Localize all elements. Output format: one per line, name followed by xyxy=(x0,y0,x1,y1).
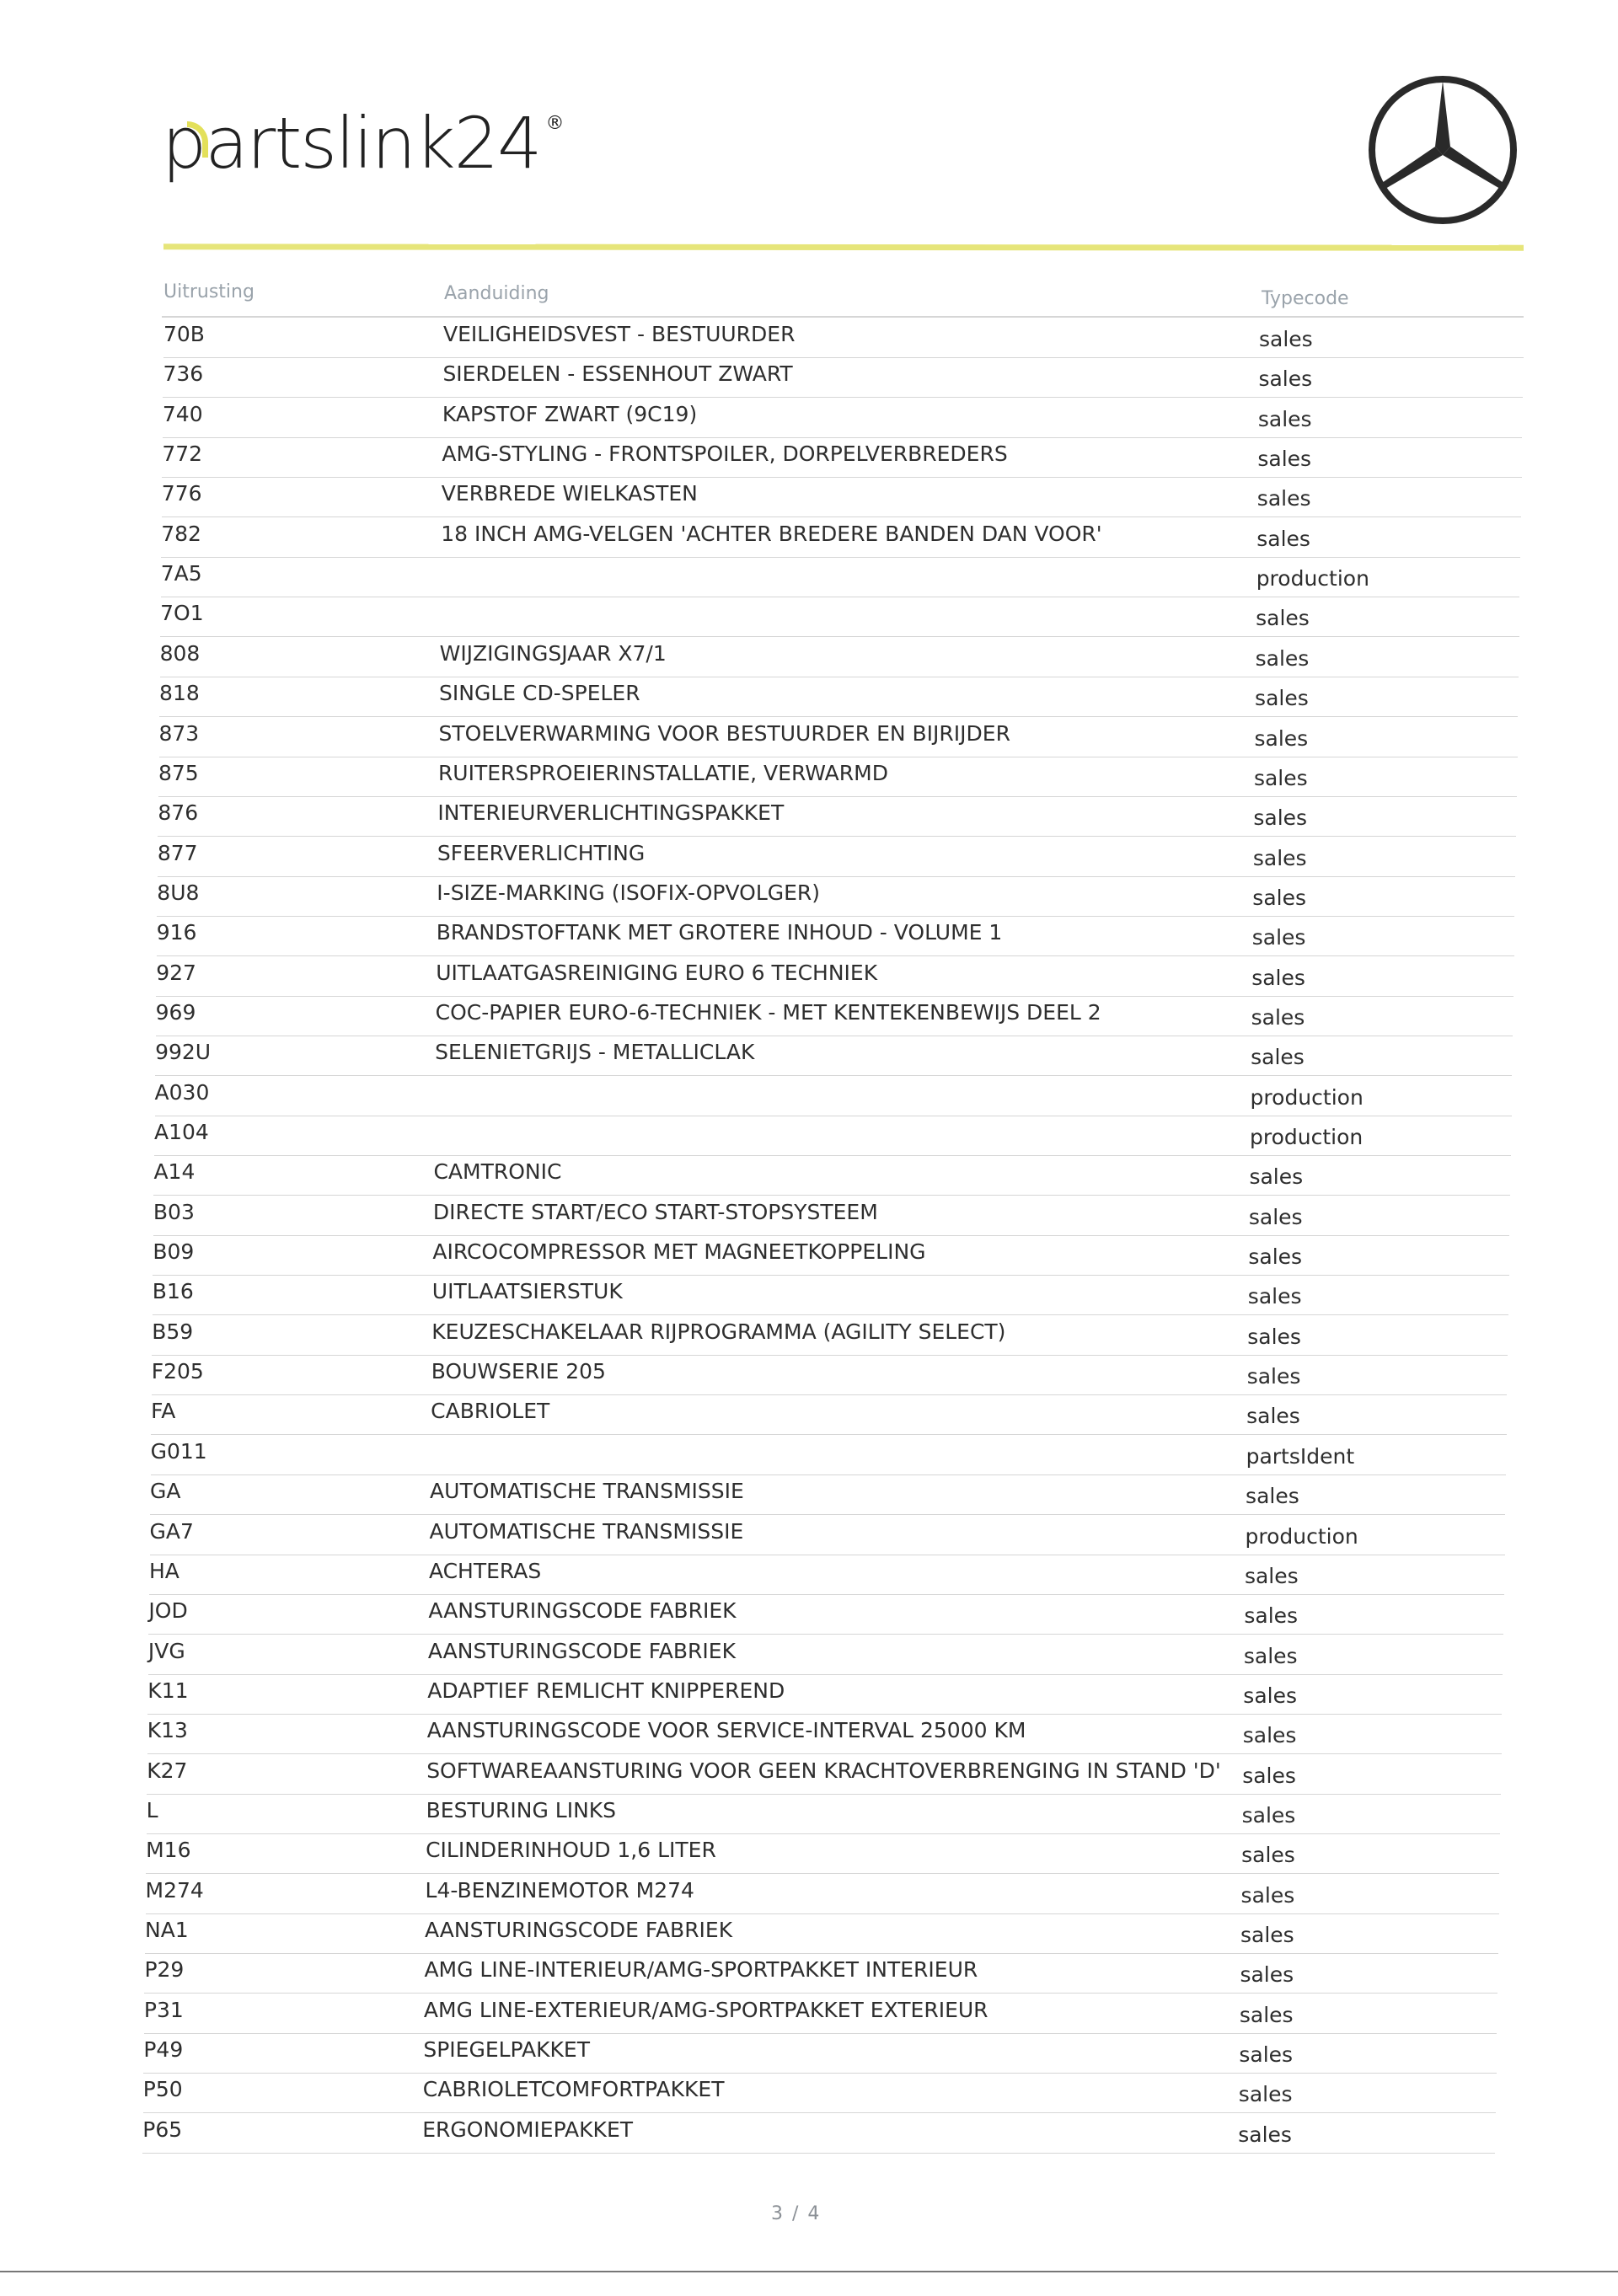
table-row xyxy=(157,877,1514,917)
equipment-description: 18 INCH AMG-VELGEN 'ACHTER BREDERE BANDEN DAN VOOR' xyxy=(441,521,1102,546)
equipment-code: 772 xyxy=(162,442,203,467)
typecode-value: sales xyxy=(1255,686,1309,711)
equipment-description: AUTOMATISCHE TRANSMISSIE xyxy=(429,1518,744,1544)
table-row xyxy=(158,757,1517,797)
typecode-value: sales xyxy=(1242,1723,1297,1748)
equipment-description: SINGLE CD-SPELER xyxy=(439,681,640,706)
table-row xyxy=(153,1156,1510,1196)
equipment-code: M16 xyxy=(146,1838,191,1863)
table-row xyxy=(143,2034,1496,2074)
equipment-description: AMG LINE-EXTERIEUR/AMG-SPORTPAKKET EXTERIEUR xyxy=(423,1997,988,2022)
equipment-code: JVG xyxy=(147,1638,185,1663)
typecode-value: sales xyxy=(1246,1404,1300,1429)
table-row xyxy=(147,1715,1502,1754)
equipment-description: ADAPTIEF REMLICHT KNIPPEREND xyxy=(427,1678,785,1703)
equipment-code: 8U8 xyxy=(157,880,200,905)
equipment-code: 7O1 xyxy=(160,601,204,626)
equipment-description: SFEERVERLICHTING xyxy=(437,840,646,865)
typecode-value: sales xyxy=(1243,1643,1298,1668)
typecode-value: sales xyxy=(1256,486,1311,511)
table-row xyxy=(162,478,1521,517)
table-row xyxy=(163,318,1524,358)
typecode-value: sales xyxy=(1255,645,1310,671)
typecode-value: sales xyxy=(1239,2002,1294,2027)
typecode-value: sales xyxy=(1253,805,1308,831)
equipment-code: HA xyxy=(148,1558,179,1583)
typecode-value: sales xyxy=(1251,1004,1305,1030)
table-row xyxy=(161,518,1520,558)
header-accent-rule xyxy=(163,244,1524,250)
page-bottom-rule xyxy=(0,2271,1618,2272)
table-row xyxy=(154,1116,1511,1156)
equipment-description: SOFTWAREAANSTURING VOOR GEEN KRACHTOVERBRENGING IN STAND 'D' xyxy=(426,1758,1221,1783)
page-indicator: 3 / 4 xyxy=(771,2203,822,2224)
typecode-value: sales xyxy=(1248,1204,1303,1229)
typecode-value: sales xyxy=(1256,526,1310,551)
column-header-uitrusting: Uitrusting xyxy=(163,281,254,302)
typecode-value: sales xyxy=(1239,2042,1294,2068)
typecode-value: sales xyxy=(1247,1324,1301,1349)
typecode-value: sales xyxy=(1257,406,1312,431)
equipment-description: SIERDELEN - ESSENHOUT ZWART xyxy=(442,361,793,387)
equipment-description: SPIEGELPAKKET xyxy=(423,2037,590,2063)
equipment-description: AMG LINE-INTERIEUR/AMG-SPORTPAKKET INTERIEUR xyxy=(424,1957,978,1983)
table-row xyxy=(146,1875,1499,1914)
equipment-code: 876 xyxy=(158,800,199,826)
table-row xyxy=(148,1595,1503,1635)
table-row xyxy=(151,1436,1506,1475)
typecode-value: sales xyxy=(1242,1763,1296,1788)
equipment-description: AANSTURINGSCODE FABRIEK xyxy=(428,1598,737,1624)
table-row xyxy=(159,677,1518,717)
equipment-description: SELENIETGRIJS - METALLICLAK xyxy=(435,1040,755,1065)
equipment-description: CAMTRONIC xyxy=(433,1159,562,1185)
typecode-value: production xyxy=(1256,566,1369,591)
equipment-description: UITLAATGASREINIGING EURO 6 TECHNIEK xyxy=(436,960,878,985)
typecode-value: sales xyxy=(1244,1563,1299,1588)
equipment-description: UITLAATSIERSTUK xyxy=(431,1279,623,1304)
equipment-code: K27 xyxy=(147,1758,188,1783)
equipment-code: P29 xyxy=(144,1957,185,1983)
equipment-code: 818 xyxy=(159,681,200,706)
equipment-description: VEILIGHEIDSVEST - BESTUURDER xyxy=(443,322,796,346)
typecode-value: sales xyxy=(1252,845,1307,870)
typecode-value: sales xyxy=(1246,1484,1299,1509)
equipment-description: AIRCOCOMPRESSOR MET MAGNEETKOPPELING xyxy=(432,1239,926,1265)
table-row xyxy=(159,718,1518,757)
equipment-description: COC-PAPIER EURO-6-TECHNIEK - MET KENTEKENBEWIJS DEEL 2 xyxy=(435,999,1101,1025)
table-row xyxy=(152,1316,1508,1356)
equipment-description: ERGONOMIEPAKKET xyxy=(422,2117,634,2142)
table-row xyxy=(162,438,1521,478)
equipment-code: 782 xyxy=(161,521,201,546)
typecode-value: sales xyxy=(1248,1244,1303,1270)
table-row xyxy=(143,2074,1496,2113)
equipment-code: B03 xyxy=(153,1199,195,1224)
table-row xyxy=(147,1755,1501,1795)
typecode-value: sales xyxy=(1249,1164,1304,1190)
equipment-description: CABRIOLET xyxy=(431,1399,550,1424)
logo-text: partslink24 xyxy=(162,102,541,185)
equipment-code: 776 xyxy=(161,481,202,506)
equipment-code: 969 xyxy=(155,999,196,1025)
equipment-code: F205 xyxy=(151,1359,204,1384)
equipment-code: A104 xyxy=(154,1120,209,1144)
table-row xyxy=(153,1196,1510,1236)
equipment-description: KEUZESCHAKELAAR RIJPROGRAMMA (AGILITY SELECT) xyxy=(431,1319,1006,1344)
table-row xyxy=(163,399,1523,438)
table-row xyxy=(146,1834,1499,1874)
equipment-code: B59 xyxy=(152,1319,194,1344)
table-row xyxy=(144,1994,1497,2034)
mercedes-star-icon xyxy=(1367,74,1519,226)
equipment-code: B09 xyxy=(153,1239,195,1265)
equipment-code: JOD xyxy=(148,1598,188,1624)
table-row xyxy=(152,1356,1508,1395)
table-row xyxy=(156,997,1514,1036)
equipment-code: 877 xyxy=(157,840,198,865)
partslink24-logo xyxy=(162,102,565,209)
equipment-description: CABRIOLETCOMFORTPAKKET xyxy=(422,2077,725,2102)
column-header-aanduiding: Aanduiding xyxy=(444,283,549,304)
equipment-code: P49 xyxy=(143,2037,184,2063)
equipment-description: VERBREDE WIELKASTEN xyxy=(441,481,698,506)
equipment-code: GA7 xyxy=(149,1518,194,1544)
typecode-value: sales xyxy=(1240,1923,1294,1947)
equipment-code: 916 xyxy=(156,920,197,945)
table-row xyxy=(160,597,1519,637)
equipment-code: B16 xyxy=(152,1279,194,1304)
typecode-value: production xyxy=(1250,1084,1364,1110)
table-row xyxy=(147,1795,1501,1834)
equipment-description: STOELVERWARMING VOOR BESTUURDER EN BIJRIJDER xyxy=(438,720,1010,746)
table-row xyxy=(153,1236,1508,1276)
table-row xyxy=(147,1675,1502,1715)
typecode-value: sales xyxy=(1257,447,1312,472)
registered-mark: ® xyxy=(545,113,565,134)
table-row xyxy=(158,797,1516,837)
equipment-description: BESTURING LINKS xyxy=(426,1797,617,1822)
equipment-code: A14 xyxy=(153,1159,196,1185)
equipment-code: K13 xyxy=(147,1718,188,1743)
equipment-description: WIJZIGINGSJAAR X7/1 xyxy=(439,640,667,666)
typecode-value: sales xyxy=(1240,1962,1294,1988)
table-row xyxy=(148,1635,1503,1675)
table-row xyxy=(142,2114,1495,2154)
table-row xyxy=(155,1077,1512,1116)
equipment-description: I-SIZE-MARKING (ISOFIX-OPVOLGER) xyxy=(437,880,821,905)
equipment-description: DIRECTE START/ECO START-STOPSYSTEEM xyxy=(432,1199,878,1224)
equipment-description: INTERIEURVERLICHTINGSPAKKET xyxy=(437,800,785,826)
column-header-typecode: Typecode xyxy=(1262,288,1349,309)
typecode-value: sales xyxy=(1243,1683,1297,1708)
table-row xyxy=(150,1516,1505,1555)
typecode-value: sales xyxy=(1244,1603,1299,1629)
table-row xyxy=(163,358,1523,398)
equipment-code: 740 xyxy=(162,401,203,426)
table-row xyxy=(153,1276,1508,1315)
equipment-code: 808 xyxy=(159,640,201,666)
table-row xyxy=(158,838,1515,877)
equipment-code: P65 xyxy=(142,2117,183,2142)
table-row xyxy=(161,558,1520,597)
equipment-description: BRANDSTOFTANK MET GROTERE INHOUD - VOLUME 1 xyxy=(436,920,1003,945)
typecode-value: production xyxy=(1250,1125,1364,1149)
typecode-value: sales xyxy=(1254,725,1309,751)
equipment-description: AANSTURINGSCODE FABRIEK xyxy=(425,1918,733,1942)
equipment-code: A030 xyxy=(154,1079,210,1105)
equipment-code: GA xyxy=(150,1479,181,1504)
typecode-value: sales xyxy=(1246,1364,1301,1389)
header-divider xyxy=(162,316,1524,318)
equipment-code: 736 xyxy=(163,361,204,387)
equipment-code: 875 xyxy=(158,760,199,785)
typecode-value: sales xyxy=(1247,1284,1302,1309)
table-row xyxy=(150,1475,1505,1515)
typecode-value: sales xyxy=(1240,1882,1295,1908)
typecode-value: sales xyxy=(1241,1802,1296,1828)
table-row xyxy=(155,1036,1512,1076)
table-row xyxy=(145,1914,1498,1954)
equipment-description: AMG-STYLING - FRONTSPOILER, DORPELVERBREDERS xyxy=(442,442,1008,467)
equipment-description: ACHTERAS xyxy=(428,1558,542,1583)
equipment-code: 7A5 xyxy=(160,561,202,586)
equipment-description: KAPSTOF ZWART (9C19) xyxy=(442,401,698,426)
typecode-value: sales xyxy=(1253,765,1308,790)
equipment-description: CILINDERINHOUD 1,6 LITER xyxy=(426,1838,716,1863)
table-row xyxy=(156,957,1514,997)
equipment-description: AANSTURINGSCODE FABRIEK xyxy=(427,1638,736,1663)
equipment-code: L xyxy=(146,1797,158,1822)
table-row xyxy=(160,638,1519,677)
equipment-description: AANSTURINGSCODE VOOR SERVICE-INTERVAL 25000 KM xyxy=(426,1718,1026,1743)
equipment-code: 927 xyxy=(156,960,196,985)
equipment-code: FA xyxy=(151,1399,176,1424)
equipment-description: BOUWSERIE 205 xyxy=(431,1359,606,1384)
equipment-description: L4-BENZINEMOTOR M274 xyxy=(425,1877,694,1903)
table-row xyxy=(149,1555,1504,1595)
typecode-value: sales xyxy=(1259,327,1313,351)
equipment-description: RUITERSPROEIERINSTALLATIE, VERWARMD xyxy=(437,760,888,785)
table-row xyxy=(157,917,1514,956)
equipment-code: M274 xyxy=(145,1877,204,1903)
equipment-code: 873 xyxy=(158,720,200,746)
typecode-value: sales xyxy=(1251,965,1305,990)
typecode-value: sales xyxy=(1252,885,1306,910)
equipment-code: P50 xyxy=(142,2077,183,2102)
equipment-code: K11 xyxy=(147,1678,189,1703)
equipment-code: G011 xyxy=(150,1438,207,1464)
typecode-value: sales xyxy=(1256,606,1310,631)
equipment-code: P31 xyxy=(143,1997,184,2022)
typecode-value: sales xyxy=(1238,2082,1293,2107)
equipment-description: AUTOMATISCHE TRANSMISSIE xyxy=(430,1479,744,1504)
typecode-value: partsIdent xyxy=(1246,1443,1355,1469)
typecode-value: sales xyxy=(1251,925,1306,950)
typecode-value: production xyxy=(1245,1523,1358,1549)
table-row xyxy=(144,1954,1497,1994)
equipment-code: 70B xyxy=(163,322,205,346)
table-row xyxy=(151,1395,1507,1435)
typecode-value: sales xyxy=(1238,2122,1292,2147)
typecode-value: sales xyxy=(1251,1045,1305,1070)
typecode-value: sales xyxy=(1241,1843,1295,1868)
equipment-code: 992U xyxy=(155,1040,212,1065)
typecode-value: sales xyxy=(1258,367,1313,392)
equipment-code: NA1 xyxy=(145,1918,189,1942)
